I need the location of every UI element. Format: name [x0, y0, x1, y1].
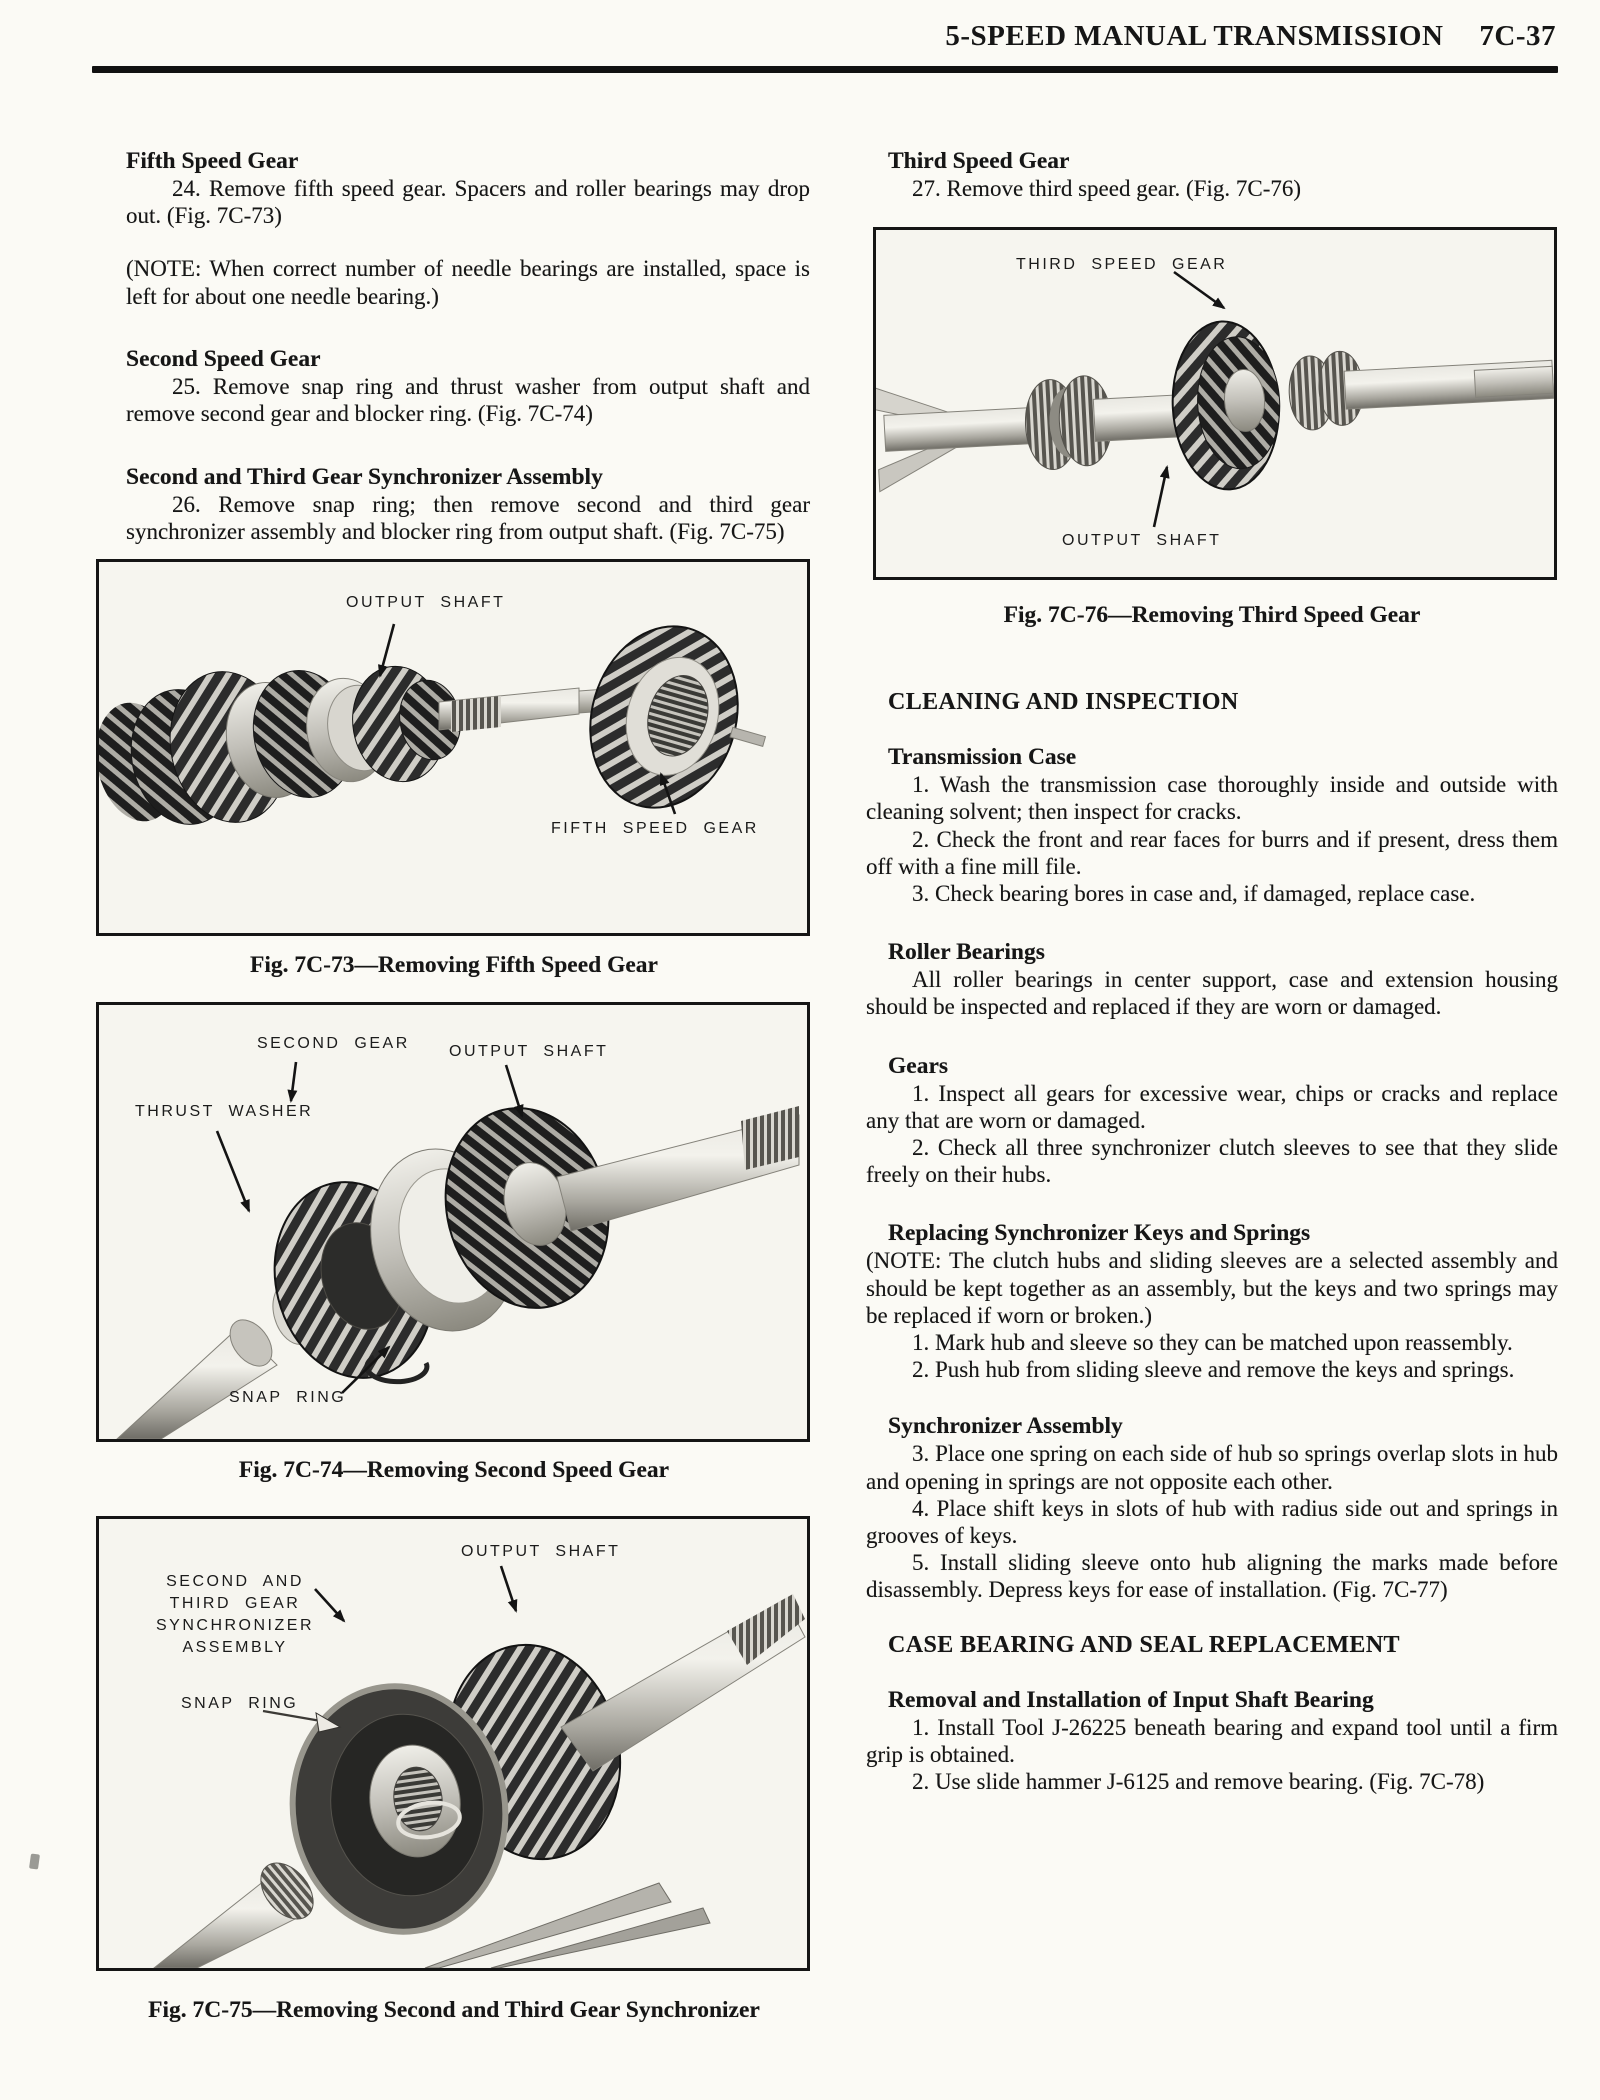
caption-7c73: Fig. 7C-73—Removing Fifth Speed Gear — [250, 951, 658, 978]
label-output-shaft: OUTPUT SHAFT — [346, 593, 506, 611]
heading-roller-bearings: Roller Bearings — [888, 939, 1045, 966]
label-snap-ring: SNAP RING — [181, 1695, 299, 1713]
left-column — [96, 0, 812, 2048]
figure-7c73 — [96, 559, 810, 936]
para-27: 27. Remove third speed gear. (Fig. 7C-76) — [912, 176, 1302, 201]
heading-third-speed-gear: Third Speed Gear — [888, 148, 1070, 174]
para-case-2: 2. Check the front and rear faces for burrs and if present, dress them off with a fine mill file. — [866, 826, 1558, 879]
heading-cleaning-inspection: CLEANING AND INSPECTION — [888, 689, 1239, 716]
label-sync-assembly-line1: SECOND AND THIRD GEAR — [166, 1573, 304, 1613]
para-25: 25. Remove snap ring and thrust washer from output shaft and remove second gear and blocker ring. (Fig. 7C-74) — [126, 373, 810, 427]
heading-sync-assembly: Second and Third Gear Synchronizer Assembly — [126, 464, 603, 491]
para-case-3: 3. Check bearing bores in case and, if damaged, replace case. — [912, 881, 1476, 907]
label-output-shaft: OUTPUT SHAFT — [461, 1543, 621, 1561]
para-gears-2: 2. Check all three synchronizer clutch sleeves to see that they slide freely on their hubs. — [866, 1135, 1558, 1188]
label-sync-assembly — [137, 1571, 333, 1659]
caption-7c76: Fig. 7C-76—Removing Third Speed Gear — [1003, 602, 1421, 629]
figure-7c74-art — [99, 1005, 807, 1439]
label-second-gear: SECOND GEAR — [257, 1035, 410, 1053]
heading-transmission-case: Transmission Case — [888, 744, 1077, 771]
para-24: 24. Remove fifth speed gear. Spacers and roller bearings may drop out. (Fig. 7C-73) — [126, 176, 810, 229]
para-case-1: 1. Wash the transmission case thoroughly inside and outside with cleaning solvent; then inspect for cracks. — [866, 772, 1558, 825]
label-fifth-speed-gear: FIFTH SPEED GEAR — [551, 819, 759, 837]
heading-case-bearing-seal: CASE BEARING AND SEAL REPLACEMENT — [888, 1631, 1400, 1658]
figure-7c76 — [873, 227, 1557, 580]
header-page-number: 7C-37 — [1479, 20, 1556, 52]
heading-second-speed-gear: Second Speed Gear — [126, 345, 321, 372]
figure-7c73-art — [99, 562, 807, 933]
heading-input-shaft-bearing: Removal and Installation of Input Shaft Bearing — [888, 1686, 1374, 1713]
para-sync-3: 3. Place one spring on each side of hub so springs overlap slots in hub and opening in springs are not opposite each other. — [866, 1441, 1558, 1494]
para-sync-5: 5. Install sliding sleeve onto hub aligning the marks made before disassembly. Depress keys for ease of installation. (Fig. 7C-77) — [866, 1550, 1558, 1603]
header-title: 5-SPEED MANUAL TRANSMISSION — [945, 20, 1444, 52]
para-keys-2: 2. Push hub from sliding sleeve and remove the keys and springs. — [912, 1357, 1515, 1383]
figure-7c74 — [96, 1002, 810, 1442]
label-snap-ring: SNAP RING — [229, 1389, 347, 1407]
para-gears-1: 1. Inspect all gears for excessive wear, chips or cracks and replace any that are worn or damaged. — [866, 1080, 1558, 1133]
para-roller: All roller bearings in center support, case and extension housing should be inspected and replaced if they are worn or damaged. — [866, 967, 1558, 1020]
right-column — [866, 0, 1558, 1795]
label-output-shaft: OUTPUT SHAFT — [449, 1043, 609, 1061]
heading-fifth-speed-gear: Fifth Speed Gear — [126, 148, 299, 174]
para-input-1: 1. Install Tool J-26225 beneath bearing and expand tool until a firm grip is obtained. — [866, 1714, 1558, 1767]
para-26: 26. Remove snap ring; then remove second and third gear synchronizer assembly and blocker ring from output shaft. (Fig. 7C-75) — [126, 492, 810, 545]
caption-7c74: Fig. 7C-74—Removing Second Speed Gear — [238, 1457, 670, 1484]
figure-7c75 — [96, 1516, 810, 1971]
caption-7c75: Fig. 7C-75—Removing Second and Third Gear Synchronizer — [148, 1997, 760, 2024]
label-sync-assembly-line2: SYNCHRONIZER ASSEMBLY — [155, 1617, 314, 1657]
para-note-needle-bearings: (NOTE: When correct number of needle bearings are installed, space is left for about one needle bearing.) — [126, 256, 810, 309]
heading-gears: Gears — [888, 1052, 949, 1079]
label-third-speed-gear: THIRD SPEED GEAR — [1016, 256, 1228, 274]
para-sync-4: 4. Place shift keys in slots of hub with radius side out and springs in grooves of keys. — [866, 1495, 1558, 1549]
scan-artifact — [29, 1853, 40, 1869]
label-thrust-washer: THRUST WASHER — [135, 1103, 314, 1121]
figure-7c76-art — [876, 230, 1554, 577]
heading-synchronizer-assembly: Synchronizer Assembly — [888, 1413, 1123, 1440]
heading-replacing-keys: Replacing Synchronizer Keys and Springs — [888, 1220, 1311, 1247]
para-keys-1: 1. Mark hub and sleeve so they can be matched upon reassembly. — [912, 1330, 1513, 1356]
para-keys-note: (NOTE: The clutch hubs and sliding sleeves are a selected assembly and should be kept together as an assembly, but the keys and two springs may be replaced if worn or broken.) — [866, 1248, 1558, 1328]
label-output-shaft: OUTPUT SHAFT — [1062, 532, 1222, 550]
para-input-2: 2. Use slide hammer J-6125 and remove bearing. (Fig. 7C-78) — [912, 1769, 1485, 1795]
